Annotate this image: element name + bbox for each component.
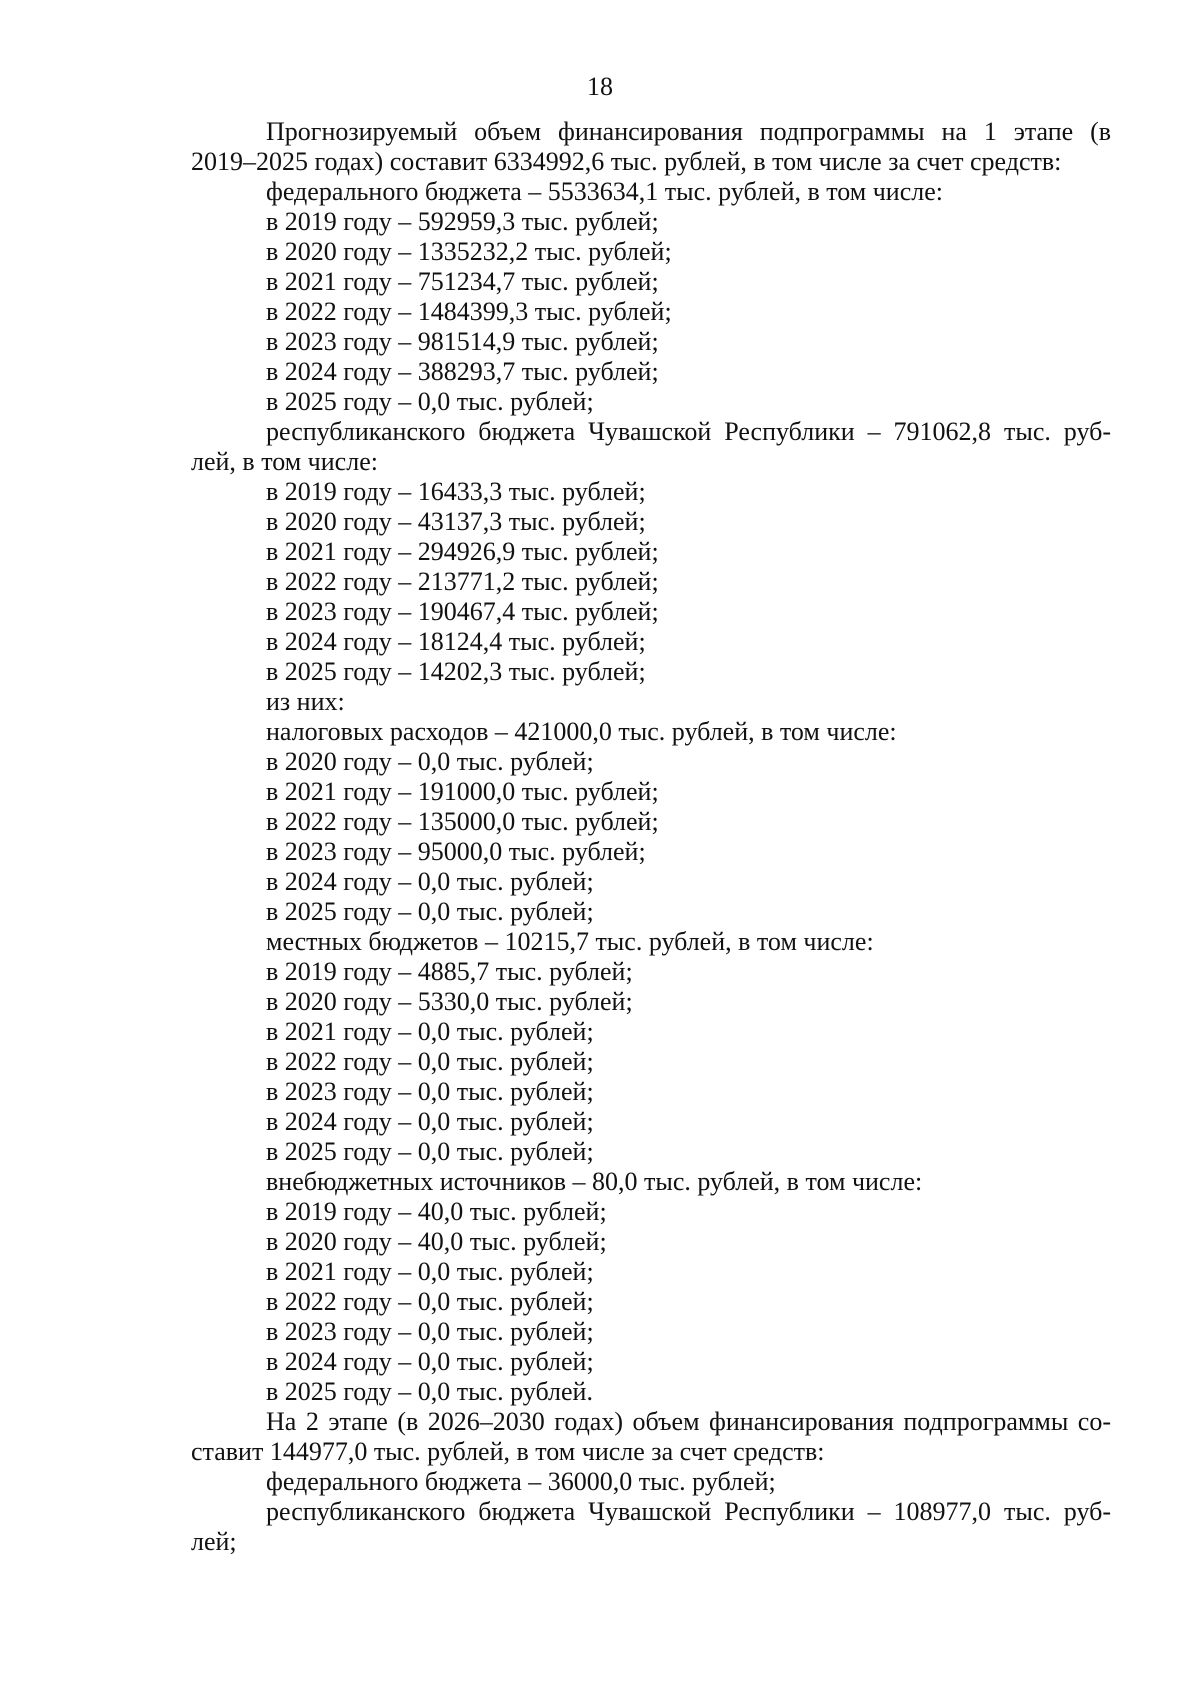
text-line: в 2020 году – 40,0 тыс. рублей; — [266, 1227, 607, 1256]
text-line: в 2021 году – 0,0 тыс. рублей; — [266, 1257, 594, 1286]
text-line: в 2019 году – 16433,3 тыс. рублей; — [266, 477, 646, 506]
text-line: в 2021 году – 0,0 тыс. рублей; — [266, 1017, 594, 1046]
text-line: лей, в том числе: — [191, 447, 378, 476]
text-line: в 2024 году – 0,0 тыс. рублей; — [266, 867, 594, 896]
text-line: в 2021 году – 751234,7 тыс. рублей; — [266, 267, 659, 296]
text-line: в 2022 году – 0,0 тыс. рублей; — [266, 1287, 594, 1316]
text-line: в 2025 году – 0,0 тыс. рублей; — [266, 897, 594, 926]
text-line: в 2025 году – 14202,3 тыс. рублей; — [266, 657, 646, 686]
text-line: ставит 144977,0 тыс. рублей, в том числе за счет средств: — [191, 1437, 825, 1466]
text-line: в 2023 году – 95000,0 тыс. рублей; — [266, 837, 646, 866]
text-line: в 2020 году – 5330,0 тыс. рублей; — [266, 987, 633, 1016]
text-line: в 2023 году – 0,0 тыс. рублей; — [266, 1317, 594, 1346]
text-line: в 2023 году – 190467,4 тыс. рублей; — [266, 597, 659, 626]
text-line: в 2021 году – 294926,9 тыс. рублей; — [266, 537, 659, 566]
text-line: в 2022 году – 0,0 тыс. рублей; — [266, 1047, 594, 1076]
text-line: республиканского бюджета Чувашской Республики – 108977,0 тыс. руб- — [266, 1497, 1111, 1526]
text-line: в 2020 году – 0,0 тыс. рублей; — [266, 747, 594, 776]
text-line: в 2020 году – 1335232,2 тыс. рублей; — [266, 237, 672, 266]
text-line: в 2025 году – 0,0 тыс. рублей. — [266, 1377, 593, 1406]
text-line: в 2024 году – 0,0 тыс. рублей; — [266, 1107, 594, 1136]
text-line: в 2022 году – 1484399,3 тыс. рублей; — [266, 297, 672, 326]
text-line: федерального бюджета – 5533634,1 тыс. рублей, в том числе: — [266, 177, 944, 206]
page-number: 18 — [587, 72, 613, 101]
text-line: в 2024 году – 388293,7 тыс. рублей; — [266, 357, 659, 386]
text-line: в 2020 году – 43137,3 тыс. рублей; — [266, 507, 646, 536]
document-body — [191, 117, 1111, 1557]
text-line: 2019–2025 годах) составит 6334992,6 тыс. рублей, в том числе за счет средств: — [191, 147, 1062, 176]
text-line: налоговых расходов – 421000,0 тыс. рублей, в том числе: — [266, 717, 897, 746]
text-line: в 2023 году – 981514,9 тыс. рублей; — [266, 327, 659, 356]
text-line: внебюджетных источников – 80,0 тыс. рублей, в том числе: — [266, 1167, 923, 1196]
text-line: в 2019 году – 592959,3 тыс. рублей; — [266, 207, 659, 236]
text-line: в 2019 году – 40,0 тыс. рублей; — [266, 1197, 607, 1226]
text-line: местных бюджетов – 10215,7 тыс. рублей, в том числе: — [266, 927, 874, 956]
text-line: из них: — [266, 687, 345, 716]
text-line: в 2025 году – 0,0 тыс. рублей; — [266, 1137, 594, 1166]
text-line: в 2025 году – 0,0 тыс. рублей; — [266, 387, 594, 416]
text-line: в 2024 году – 0,0 тыс. рублей; — [266, 1347, 594, 1376]
text-line: федерального бюджета – 36000,0 тыс. рублей; — [266, 1467, 776, 1496]
text-line: в 2022 году – 135000,0 тыс. рублей; — [266, 807, 659, 836]
text-line: лей; — [191, 1527, 237, 1556]
text-line: Прогнозируемый объем финансирования подпрограммы на 1 этапе (в — [266, 117, 1111, 146]
text-line: республиканского бюджета Чувашской Республики – 791062,8 тыс. руб- — [266, 417, 1111, 446]
text-line: в 2022 году – 213771,2 тыс. рублей; — [266, 567, 659, 596]
text-line: в 2024 году – 18124,4 тыс. рублей; — [266, 627, 646, 656]
text-line: в 2021 году – 191000,0 тыс. рублей; — [266, 777, 659, 806]
text-line: в 2023 году – 0,0 тыс. рублей; — [266, 1077, 594, 1106]
text-line: в 2019 году – 4885,7 тыс. рублей; — [266, 957, 633, 986]
text-line: На 2 этапе (в 2026–2030 годах) объем финансирования подпрограммы со- — [266, 1407, 1111, 1436]
